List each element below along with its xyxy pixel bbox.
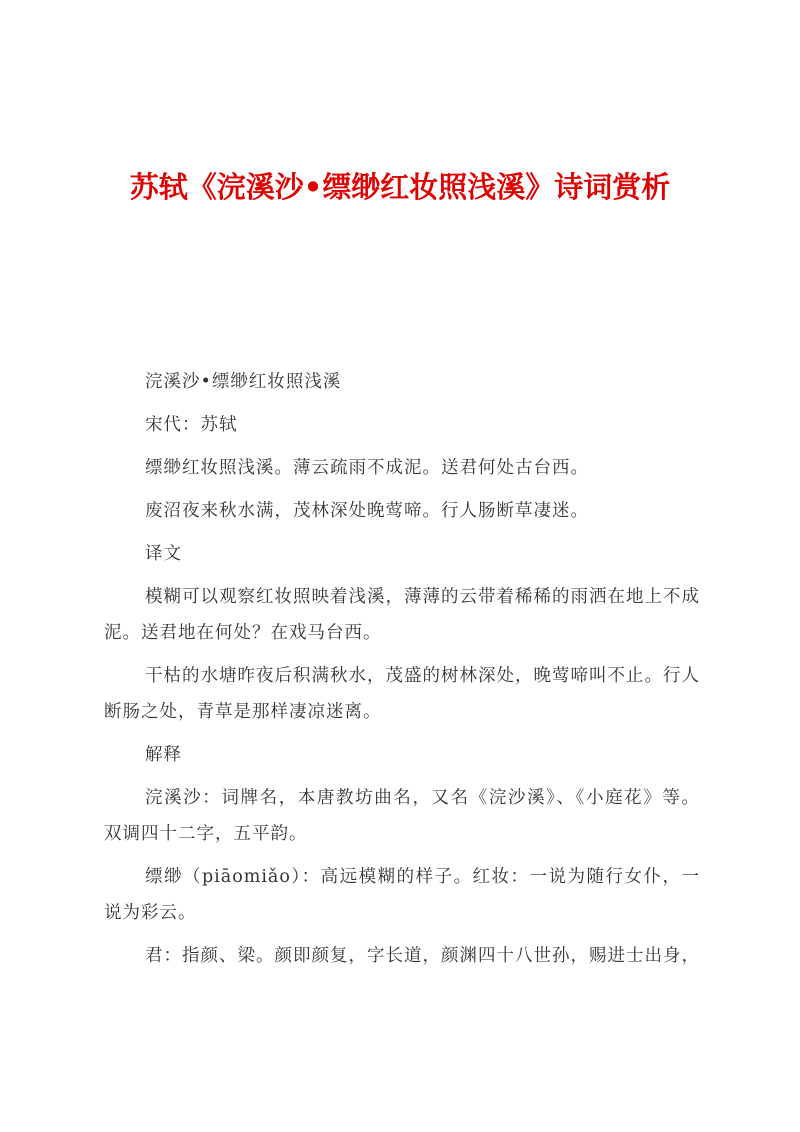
poem-line-2: 废沼夜来秋水满，茂林深处晚莺啼。行人肠断草凄迷。 bbox=[145, 501, 589, 521]
poem-line-1: 缥缈红妆照浅溪。薄云疏雨不成泥。送君何处古台西。 bbox=[145, 458, 589, 478]
document-body bbox=[104, 364, 700, 981]
translation-paragraph-1: 模糊可以观察红妆照映着浅溪，薄薄的云带着稀稀的雨洒在地上不成泥。送君地在何处？在戏马台西。 bbox=[104, 587, 700, 643]
section-heading-notes: 解释 bbox=[145, 745, 182, 765]
translation-paragraph-2: 干枯的水塘昨夜后积满秋水，茂盛的树林深处，晚莺啼叫不止。行人断肠之处，青草是那样凄凉迷离。 bbox=[104, 666, 700, 722]
poem-heading: 浣溪沙•缥缈红妆照浅溪 bbox=[145, 372, 342, 392]
poem-author: 宋代：苏轼 bbox=[145, 415, 238, 435]
note-paragraph-1: 浣溪沙：词牌名，本唐教坊曲名，又名《浣沙溪》、《小庭花》等。双调四十二字，五平韵。 bbox=[104, 788, 700, 844]
section-heading-translation: 译文 bbox=[145, 544, 182, 564]
note-paragraph-3: 君：指颜、梁。颜即颜复，字长道，颜渊四十八世孙，赐进士出身， bbox=[145, 946, 700, 966]
note-paragraph-2: 缥缈（piāomiǎo）：高远模糊的样子。红妆：一说为随行女仆，一说为彩云。 bbox=[104, 867, 700, 923]
page-title: 苏轼《浣溪沙•缥缈红妆照浅溪》诗词赏析 bbox=[129, 170, 671, 204]
